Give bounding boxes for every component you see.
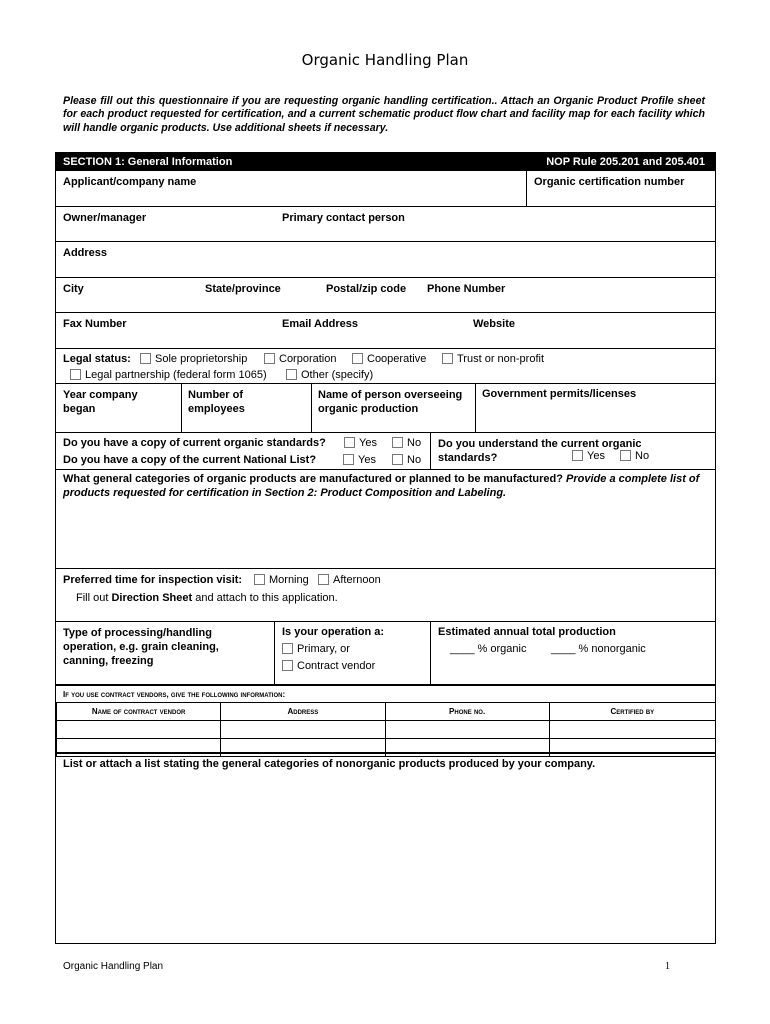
vendor-grid (56, 702, 716, 757)
primary-contact-label[interactable]: Primary contact person (282, 212, 405, 224)
checkbox[interactable] (392, 454, 403, 465)
option-other[interactable] (286, 369, 373, 381)
national-list-yes[interactable] (343, 454, 376, 466)
col-phone: Phone no. (385, 703, 549, 721)
processing-row (56, 622, 715, 684)
checkbox[interactable] (352, 353, 363, 364)
footer-title: Organic Handling Plan (63, 961, 164, 972)
is-operation-label: Is your operation a: (282, 626, 385, 638)
page-number: 1 (665, 961, 670, 972)
vendor-certified-cell[interactable] (549, 739, 715, 757)
understand-yes[interactable] (572, 450, 605, 462)
est-production-label: Estimated annual total production (438, 626, 616, 638)
checkbox[interactable] (318, 574, 329, 585)
person-overseeing-label[interactable]: Name of person overseeing organic production (318, 389, 463, 415)
option-sole-proprietorship[interactable] (140, 353, 247, 365)
checkbox[interactable] (572, 450, 583, 461)
option-label: Yes (587, 450, 605, 462)
website-label[interactable]: Website (473, 318, 515, 330)
option-label: Afternoon (333, 574, 381, 586)
divider (475, 384, 476, 432)
afternoon-option[interactable] (318, 574, 381, 586)
option-label: Corporation (279, 353, 337, 365)
vendor-header-row (57, 703, 716, 721)
address-row (56, 242, 715, 278)
q-categories-note: Provide a complete list of products requested for certification in Section 2: Product Composition and Labeling. (63, 473, 700, 499)
postal-label[interactable]: Postal/zip code (326, 283, 407, 295)
page-title: Organic Handling Plan (301, 51, 469, 69)
direction-note (76, 592, 338, 604)
checkbox[interactable] (442, 353, 453, 364)
direction-sheet-link[interactable]: Direction Sheet (111, 592, 193, 604)
option-label: Cooperative (367, 353, 427, 365)
national-list-no[interactable] (392, 454, 421, 466)
applicant-row (56, 171, 715, 207)
fax-row (56, 313, 715, 349)
vendor-address-cell[interactable] (221, 739, 385, 757)
direction-pre: Fill out (76, 592, 109, 604)
option-label: No (407, 454, 422, 466)
q-national-list-label: Do you have a copy of the current National List? (63, 454, 317, 466)
q-categories-text: What general categories of organic products are manufactured or planned to be manufactured? (63, 473, 563, 485)
primary-option[interactable] (282, 643, 350, 655)
checkbox[interactable] (620, 450, 631, 461)
year-began-label[interactable]: Year company began (63, 389, 138, 415)
vendor-row (57, 721, 716, 739)
direction-post: and attach to this application. (195, 592, 338, 604)
categories-row[interactable] (56, 470, 715, 569)
q-categories-label (63, 472, 708, 500)
option-label: Yes (358, 454, 376, 466)
pref-time-label: Preferred time for inspection visit: (63, 574, 243, 586)
section-header (56, 153, 715, 171)
vendor-name-cell[interactable] (57, 739, 221, 757)
vendor-certified-cell[interactable] (549, 721, 715, 739)
inspection-time-row (56, 569, 715, 622)
address-label[interactable]: Address (63, 247, 108, 259)
understand-no[interactable] (620, 450, 649, 462)
checkbox[interactable] (282, 643, 293, 654)
checkbox[interactable] (254, 574, 265, 585)
q-understand-label: Do you understand the current organic standards? (438, 438, 642, 464)
legal-status-label: Legal status: (63, 353, 131, 365)
divider (430, 622, 431, 684)
checkbox[interactable] (70, 369, 81, 380)
state-label[interactable]: State/province (205, 283, 281, 295)
city-row (56, 278, 715, 313)
legal-status-row (56, 349, 715, 384)
option-cooperative[interactable] (352, 353, 426, 365)
vendor-table-heading: If you use contract vendors, give the following information: (63, 690, 286, 699)
col-address: Address (221, 703, 385, 721)
standards-row (56, 433, 715, 470)
pct-organic-field[interactable]: ____ % organic (450, 643, 527, 655)
section-title: SECTION 1: General Information (63, 156, 233, 168)
checkbox[interactable] (392, 437, 403, 448)
city-label[interactable]: City (63, 283, 84, 295)
option-label: Other (specify) (301, 369, 374, 381)
email-label[interactable]: Email Address (282, 318, 359, 330)
company-details-row (56, 384, 715, 433)
option-trust[interactable] (442, 353, 544, 365)
checkbox[interactable] (282, 660, 293, 671)
standards-no[interactable] (392, 437, 421, 449)
option-legal-partnership[interactable] (70, 369, 267, 381)
employees-label[interactable]: Number of employees (188, 389, 245, 415)
checkbox[interactable] (343, 454, 354, 465)
cert-number-label[interactable]: Organic certification number (534, 176, 685, 188)
checkbox[interactable] (140, 353, 151, 364)
instructions: Please fill out this questionnaire if you are requesting organic handling certification.. Attach an Organic Product Profile sheet for each product requested for certification, and a current schematic product flow chart and facility map for each facility which will handle organic products. Use additional sheets if necessary. (63, 95, 705, 134)
owner-row (56, 207, 715, 242)
rule-reference: NOP Rule 205.201 and 205.401 (546, 156, 705, 168)
q-standards-label: Do you have a copy of current organic standards? (63, 437, 326, 449)
permits-label[interactable]: Government permits/licenses (482, 388, 637, 400)
owner-label[interactable]: Owner/manager (63, 212, 147, 224)
divider (181, 384, 182, 432)
col-certified-by: Certified by (549, 703, 715, 721)
option-label: Morning (269, 574, 309, 586)
option-label: Trust or non-profit (457, 353, 545, 365)
option-label: Yes (359, 437, 377, 449)
divider (274, 622, 275, 684)
application-form (55, 152, 716, 944)
morning-option[interactable] (254, 574, 309, 586)
checkbox[interactable] (344, 437, 355, 448)
standards-yes[interactable] (344, 437, 377, 449)
option-label: Contract vendor (297, 660, 376, 672)
option-label: Sole proprietorship (155, 353, 248, 365)
vendor-table (56, 684, 716, 754)
type-processing-label[interactable]: Type of processing/handling operation, e.g. grain cleaning, canning, freezing (63, 627, 219, 667)
col-vendor-name: Name of contract vendor (57, 703, 221, 721)
checkbox[interactable] (286, 369, 297, 380)
option-label: Primary, or (297, 643, 350, 655)
vendor-row (57, 739, 716, 757)
option-label: No (407, 437, 422, 449)
nonorganic-list-label[interactable]: List or attach a list stating the general categories of nonorganic products produced by your company. (63, 758, 596, 770)
vendor-phone-cell[interactable] (385, 721, 549, 739)
pct-nonorganic-field[interactable]: ____ % nonorganic (551, 643, 646, 655)
divider (430, 433, 431, 469)
option-corporation[interactable] (264, 353, 336, 365)
vendor-phone-cell[interactable] (385, 739, 549, 757)
phone-label[interactable]: Phone Number (427, 283, 506, 295)
vendor-name-cell[interactable] (57, 721, 221, 739)
vendor-address-cell[interactable] (221, 721, 385, 739)
checkbox[interactable] (264, 353, 275, 364)
fax-label[interactable]: Fax Number (63, 318, 127, 330)
option-label: Legal partnership (federal form 1065) (85, 369, 267, 381)
contract-vendor-option[interactable] (282, 660, 375, 672)
applicant-label[interactable]: Applicant/company name (63, 176, 197, 188)
divider (526, 171, 527, 206)
option-label: No (635, 450, 650, 462)
divider (311, 384, 312, 432)
